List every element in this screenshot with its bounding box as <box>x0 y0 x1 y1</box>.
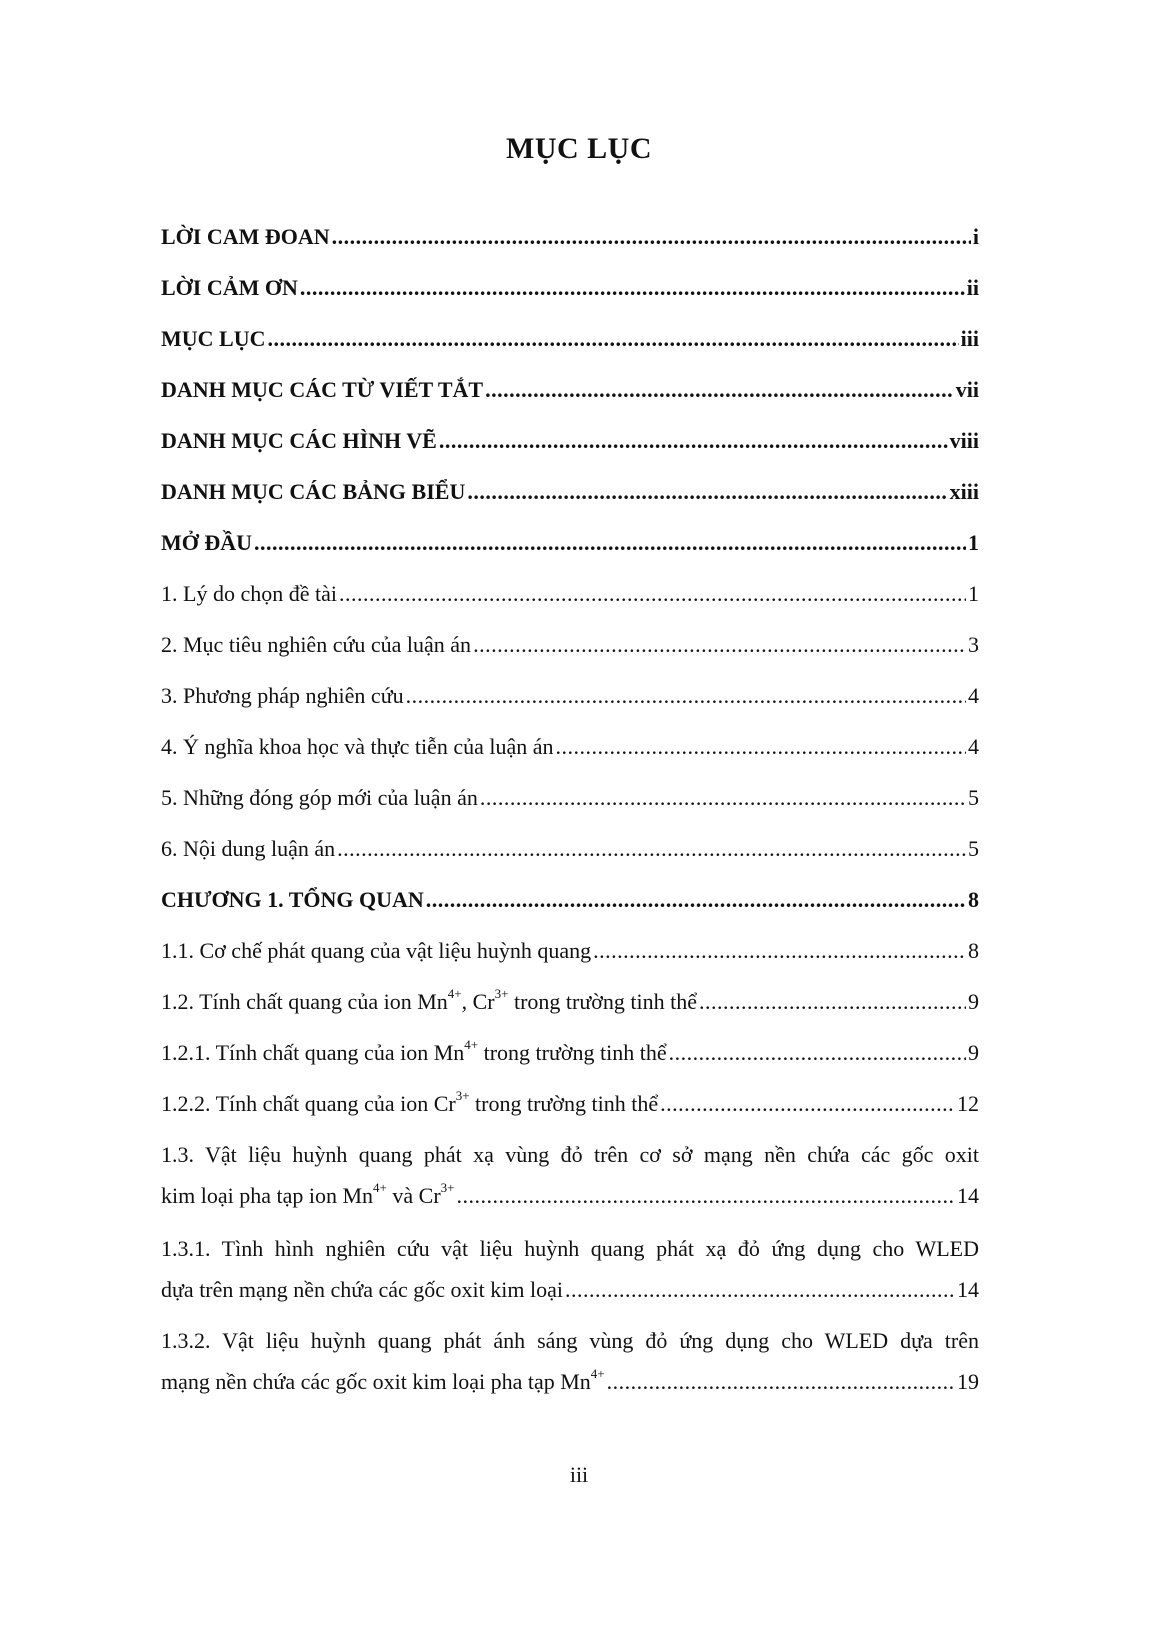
dot-leader <box>426 887 966 913</box>
toc-entry-label: dựa trên mạng nền chứa các gốc oxit kim loại <box>161 1277 563 1302</box>
superscript: 4+ <box>590 1365 605 1381</box>
label-part: , Cr <box>461 989 495 1014</box>
toc-entry-mo-dau[interactable] <box>161 530 979 556</box>
toc-entry-label: LỜI CẢM ƠN <box>161 275 298 300</box>
toc-entry-page: 1 <box>968 530 979 555</box>
toc-entry-1-3-1[interactable] <box>161 1277 979 1303</box>
toc-entry-page: 1 <box>968 581 979 606</box>
toc-entry-label <box>161 1036 667 1066</box>
toc-entry-label: 3. Phương pháp nghiên cứu <box>161 683 404 708</box>
dot-leader <box>699 989 966 1015</box>
toc-entry-loi-cam-doan[interactable] <box>161 224 979 250</box>
toc-entry-page: 9 <box>968 1040 979 1065</box>
dot-leader <box>300 275 965 301</box>
toc-entry-1-3-2[interactable] <box>161 1365 979 1395</box>
toc-entry-phuong-phap[interactable] <box>161 683 979 709</box>
toc-entry-danh-muc-hinh-ve[interactable] <box>161 428 979 454</box>
dot-leader <box>473 632 966 658</box>
page-title: MỤC LỤC <box>506 132 652 165</box>
toc-entry-page: xiii <box>949 479 979 504</box>
toc-entry-1-3-2-line1[interactable]: 1.3.2. Vật liệu huỳnh quang phát ánh sáng vùng đỏ ứng dụng cho WLED dựa trên <box>161 1328 979 1353</box>
superscript: 3+ <box>455 1087 470 1103</box>
toc-entry-label <box>161 985 697 1015</box>
toc-entry-page: 8 <box>968 938 979 963</box>
toc-entry-label: 2. Mục tiêu nghiên cứu của luận án <box>161 632 472 657</box>
toc-entry-page: 9 <box>968 989 979 1014</box>
toc-entry-label: 1.1. Cơ chế phát quang của vật liệu huỳnh quang <box>161 938 592 963</box>
toc-entry-page: i <box>972 224 979 249</box>
toc-entry-1-3[interactable] <box>161 1179 979 1209</box>
dot-leader <box>607 1369 955 1395</box>
toc-entry-danh-muc-tu-viet-tat[interactable] <box>161 377 979 403</box>
toc-entry-ly-do[interactable] <box>161 581 979 607</box>
label-part: trong trường tinh thể <box>508 989 697 1014</box>
dot-leader <box>480 785 966 811</box>
toc-entry-page: vii <box>955 377 979 402</box>
toc-entry-1-2-2[interactable] <box>161 1087 979 1117</box>
toc-entry-muc-luc[interactable] <box>161 326 979 352</box>
label-part: kim loại pha tạp ion Mn <box>161 1183 374 1208</box>
toc-entry-label: MỤC LỤC <box>161 326 266 351</box>
toc-entry-page: 8 <box>968 887 979 912</box>
label-part: 1.2. Tính chất quang của ion Mn <box>161 989 448 1014</box>
toc-entry-page: 14 <box>957 1277 979 1302</box>
toc-entry-label: LỜI CAM ĐOAN <box>161 224 330 249</box>
superscript: 4+ <box>464 1036 479 1052</box>
dot-leader <box>332 224 971 250</box>
dot-leader <box>268 326 959 352</box>
toc-entry-label: 6. Nội dung luận án <box>161 836 336 861</box>
label-part: trong trường tinh thể <box>469 1091 659 1116</box>
dot-leader <box>669 1040 966 1066</box>
toc-entry-page: 4 <box>968 683 979 708</box>
toc-entry-label <box>161 1179 455 1209</box>
dot-leader <box>337 836 966 862</box>
dot-leader <box>556 734 966 760</box>
superscript: 4+ <box>447 985 462 1001</box>
toc-entry-loi-cam-on[interactable] <box>161 275 979 301</box>
dot-leader <box>456 1183 955 1209</box>
toc-entry-page: iii <box>960 326 979 351</box>
toc-entry-noi-dung[interactable] <box>161 836 979 862</box>
toc-entry-label: DANH MỤC CÁC TỪ VIẾT TẮT <box>161 377 484 402</box>
toc-entry-1-3-1-line1[interactable]: 1.3.1. Tình hình nghiên cứu vật liệu huỳnh quang phát xạ đỏ ứng dụng cho WLED <box>161 1236 979 1261</box>
label-part: mạng nền chứa các gốc oxit kim loại pha tạp Mn <box>161 1369 591 1394</box>
toc-entry-label: CHƯƠNG 1. TỔNG QUAN <box>161 887 424 912</box>
dot-leader <box>254 530 966 556</box>
superscript: 4+ <box>373 1179 387 1195</box>
toc-entry-label: 4. Ý nghĩa khoa học và thực tiễn của luận án <box>161 734 554 759</box>
toc-entry-1-2-1[interactable] <box>161 1036 979 1066</box>
toc-entry-label: 5. Những đóng góp mới của luận án <box>161 785 478 810</box>
toc-entry-label: DANH MỤC CÁC HÌNH VẼ <box>161 428 437 453</box>
toc-entry-page: 14 <box>957 1183 979 1208</box>
toc-entry-page: 5 <box>968 836 979 861</box>
toc-entry-page: 5 <box>968 785 979 810</box>
toc-entry-1-1[interactable] <box>161 938 979 964</box>
toc-entry-1-3-line1[interactable]: 1.3. Vật liệu huỳnh quang phát xạ vùng đỏ trên cơ sở mạng nền chứa các gốc oxit <box>161 1142 979 1167</box>
label-part: 1.2.1. Tính chất quang của ion Mn <box>161 1040 465 1065</box>
page-number: iii <box>569 1462 589 1487</box>
dot-leader <box>660 1091 955 1117</box>
toc-entry-page: 19 <box>957 1369 979 1394</box>
toc-entry-y-nghia[interactable] <box>161 734 979 760</box>
toc-entry-page: 4 <box>968 734 979 759</box>
dot-leader <box>485 377 954 403</box>
toc-entry-label: 1. Lý do chọn đề tài <box>161 581 337 606</box>
dot-leader <box>406 683 966 709</box>
toc-entry-danh-muc-bang-bieu[interactable] <box>161 479 979 505</box>
dot-leader <box>339 581 966 607</box>
toc-entry-muc-tieu[interactable] <box>161 632 979 658</box>
toc-entry-page: ii <box>966 275 979 300</box>
toc-entry-dong-gop[interactable] <box>161 785 979 811</box>
toc-entry-chuong-1[interactable] <box>161 887 979 913</box>
dot-leader <box>467 479 947 505</box>
toc-entry-page: 12 <box>957 1091 979 1116</box>
superscript: 3+ <box>440 1179 455 1195</box>
superscript: 3+ <box>494 985 509 1001</box>
toc-entry-label <box>161 1365 605 1395</box>
label-part: và Cr <box>386 1183 441 1208</box>
label-part: 1.2.2. Tính chất quang của ion Cr <box>161 1091 456 1116</box>
label-part: trong trường tinh thể <box>478 1040 667 1065</box>
dot-leader <box>593 938 966 964</box>
dot-leader <box>439 428 948 454</box>
toc-entry-page: 3 <box>968 632 979 657</box>
toc-entry-label: MỞ ĐẦU <box>161 530 253 555</box>
toc-entry-1-2[interactable] <box>161 985 979 1015</box>
toc-entry-page: viii <box>949 428 979 453</box>
toc-entry-label: DANH MỤC CÁC BẢNG BIỂU <box>161 479 466 504</box>
dot-leader <box>565 1277 955 1303</box>
toc-entry-label <box>161 1087 659 1117</box>
